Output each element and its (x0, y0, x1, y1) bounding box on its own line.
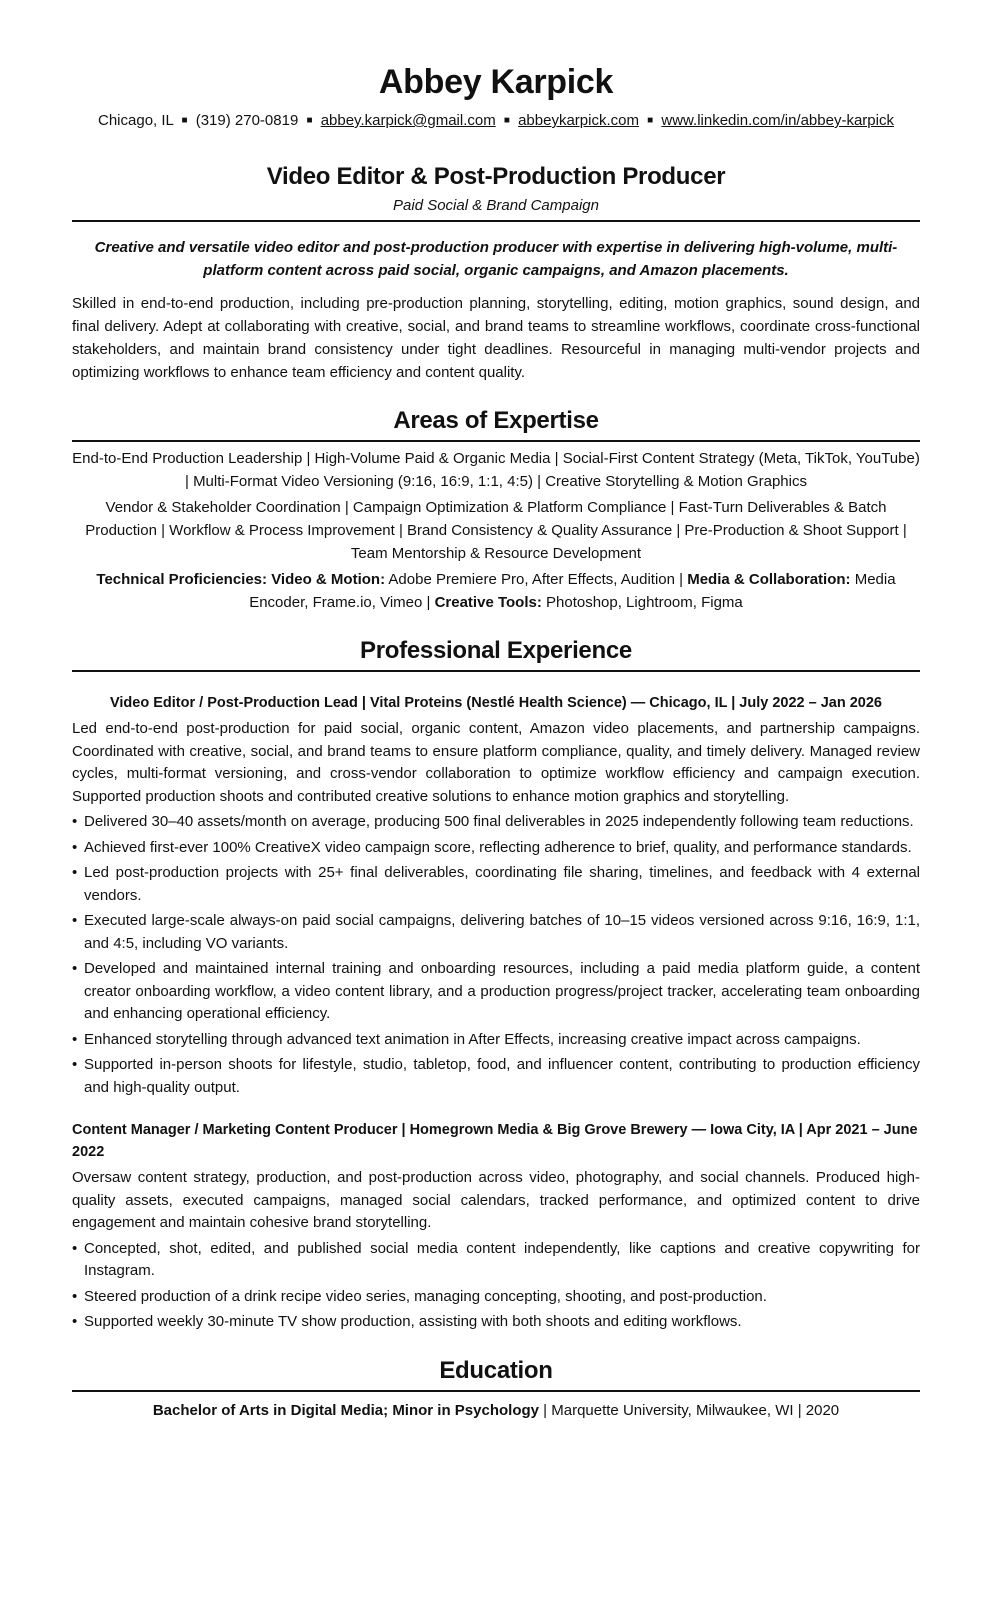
tech-label: Technical Proficiencies: Video & Motion: (96, 571, 386, 588)
job-entry (72, 1119, 920, 1334)
tech-label: Creative Tools: (434, 594, 542, 611)
job-bullets (72, 1238, 920, 1334)
job-entry (72, 692, 920, 1099)
location: Chicago, IL (98, 112, 174, 129)
bullet-item: • Steered production of a drink recipe video series, managing concepting, shooting, and post-production. (72, 1286, 920, 1309)
bullet-item: • Enhanced storytelling through advanced text animation in After Effects, increasing creative impact across campaigns. (72, 1029, 920, 1052)
contact-line (72, 110, 920, 132)
bullet-item: • Developed and maintained internal training and onboarding resources, including a paid media platform guide, a content creator onboarding workflow, a video content library, and a production progress/project tracker, accelerating team onboarding and enhancing operational efficiency. (72, 958, 920, 1026)
expertise-line: Vendor & Stakeholder Coordination | Campaign Optimization & Platform Compliance | Fast-Turn Deliverables & Batch Production | Workflow & Process Improvement | Brand Consistency & Quality Assurance | Pre-Production & Shoot Support | Team Mentorship & Resource Development (85, 499, 907, 562)
expertise-list (72, 447, 920, 565)
job-header: Content Manager / Marketing Content Producer | Homegrown Media & Big Grove Brewery — Iowa City, IA | Apr 2021 – June 2022 (72, 1122, 918, 1160)
tech-label: Media & Collaboration: (687, 571, 851, 588)
experience-heading: Professional Experience (360, 637, 632, 664)
bullet-item: • Achieved first-ever 100% CreativeX video campaign score, reflecting adherence to brief, quality, and performance standards. (72, 837, 920, 860)
headline-title: Video Editor & Post-Production Producer (266, 163, 726, 190)
technical-proficiencies (72, 568, 920, 614)
separator-icon: ■ (306, 115, 313, 126)
bullet-item: • Supported weekly 30-minute TV show production, assisting with both shoots and editing workflows. (72, 1311, 920, 1334)
section-divider (72, 1390, 920, 1392)
bullet-item: • Delivered 30–40 assets/month on average, producing 500 final deliverables in 2025 independently following team reductions. (72, 811, 920, 834)
job-bullets (72, 811, 920, 1099)
section-divider (72, 440, 920, 442)
bullet-item: • Executed large-scale always-on paid social campaigns, delivering batches of 10–15 videos versioned across 9:16, 16:9, 1:1, and 4:5, including VO variants. (72, 910, 920, 955)
phone: (319) 270-0819 (195, 112, 299, 129)
job-description: Led end-to-end post-production for paid social, organic content, Amazon video placements, and partnership campaigns. Coordinated with creative, social, and brand teams to ensure platform compliance, quality, and timely delivery. Managed review cycles, multi-format versioning, and cross-vendor collaboration to optimize workflow efficiency and campaign execution. Supported production shoots and contributed creative solutions to enhance motion graphics and storytelling. (72, 720, 920, 805)
summary-body: Skilled in end-to-end production, including pre-production planning, storytelling, editing, motion graphics, sound design, and final delivery. Adept at collaborating with creative, social, and brand teams to streamline workflows, coordinate cross-functional stakeholders, and maintain brand consistency under tight deadlines. Resourceful in managing multi-vendor projects and optimizing workflows to enhance team efficiency and content quality. (72, 295, 920, 381)
candidate-name: Abbey Karpick (378, 63, 614, 101)
education-heading: Education (439, 1356, 553, 1384)
tech-value: Adobe Premiere Pro, After Effects, Audition | (388, 571, 684, 588)
expertise-line: End-to-End Production Leadership | High-Volume Paid & Organic Media | Social-First Content Strategy (Meta, TikTok, YouTube) | Multi-Format Video Versioning (9:16, 16:9, 1:1, 4:5) | Creative Storytelling & Motion Graphics (72, 450, 920, 490)
expertise-heading: Areas of Expertise (393, 407, 599, 434)
bullet-item: • Concepted, shot, edited, and published social media content independently, like captions and creative copywriting for Instagram. (72, 1238, 920, 1283)
job-description: Oversaw content strategy, production, and post-production across video, photography, and social channels. Produced high-quality assets, executed campaigns, managed social calendars, tracked performance, and optimized content to drive engagement and maintain cohesive brand storytelling. (72, 1169, 920, 1231)
job-header: Video Editor / Post-Production Lead | Vital Proteins (Nestlé Health Science) — Chicago, IL | July 2022 – Jan 2026 (109, 695, 882, 711)
school-details: | Marquette University, Milwaukee, WI | 2020 (543, 1401, 840, 1419)
email-link[interactable]: abbey.karpick@gmail.com (320, 112, 496, 129)
website-link[interactable]: abbeykarpick.com (518, 112, 639, 129)
bullet-item: • Supported in-person shoots for lifestyle, studio, tabletop, food, and influencer content, contributing to production efficiency and high-quality output. (72, 1054, 920, 1099)
bullet-item: • Led post-production projects with 25+ final deliverables, coordinating file sharing, timelines, and feedback with 4 external vendors. (72, 862, 920, 907)
headline-subtitle: Paid Social & Brand Campaign (393, 197, 599, 214)
section-divider (72, 220, 920, 222)
linkedin-link[interactable]: www.linkedin.com/in/abbey-karpick (661, 112, 894, 129)
education-entry (72, 1400, 920, 1422)
tech-value: Media Encoder, Frame.io, Vimeo | (249, 571, 896, 611)
tech-value: Photoshop, Lightroom, Figma (546, 594, 743, 611)
summary-lead: Creative and versatile video editor and post-production producer with expertise in delivering high-volume, multi-platform content across paid social, organic campaigns, and Amazon placements. (94, 239, 898, 279)
separator-icon: ■ (181, 115, 188, 126)
separator-icon: ■ (647, 115, 654, 126)
section-divider (72, 670, 920, 672)
separator-icon: ■ (503, 115, 510, 126)
degree: Bachelor of Arts in Digital Media; Minor in Psychology (152, 1401, 539, 1419)
